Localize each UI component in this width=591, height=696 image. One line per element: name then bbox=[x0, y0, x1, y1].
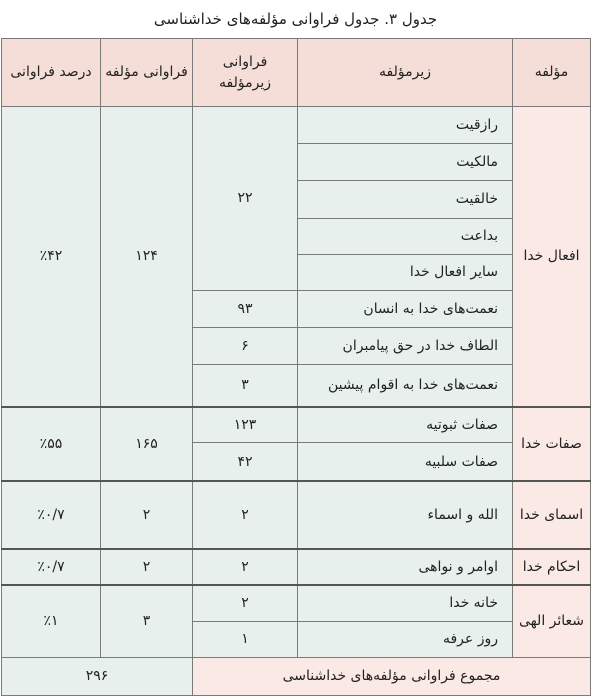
percent-cell: ٪۱ bbox=[2, 585, 101, 657]
percent-cell: ٪۰/۷ bbox=[2, 549, 101, 585]
table-row bbox=[2, 407, 591, 443]
sub-frequency-cell: ۲ bbox=[193, 549, 298, 585]
header-component-frequency: فراوانی مؤلفه bbox=[101, 39, 193, 107]
subcomponent-cell: روز عرفه bbox=[298, 621, 513, 657]
header-sub-frequency: فراوانی زیرمؤلفه bbox=[193, 39, 298, 107]
sub-frequency-cell: ۲ bbox=[193, 585, 298, 621]
subcomponent-cell: خالقیت bbox=[298, 181, 513, 218]
component-frequency-cell: ۲ bbox=[101, 481, 193, 549]
table-caption: جدول ۳. جدول فراوانی مؤلفه‌های خداشناسی bbox=[153, 10, 438, 28]
subcomponent-cell: نعمت‌های خدا به انسان bbox=[298, 290, 513, 327]
table-row bbox=[2, 585, 591, 621]
percent-cell: ٪۰/۷ bbox=[2, 481, 101, 549]
header-row bbox=[2, 39, 591, 107]
component-frequency-cell: ۱۶۵ bbox=[101, 407, 193, 481]
sub-frequency-cell: ۱ bbox=[193, 621, 298, 657]
subcomponent-cell: الطاف خدا در حق پیامبران bbox=[298, 327, 513, 364]
table-row bbox=[2, 481, 591, 549]
component-cell: اسمای خدا bbox=[513, 481, 591, 549]
component-cell: احکام خدا bbox=[513, 549, 591, 585]
total-row bbox=[2, 657, 591, 695]
component-frequency-cell: ۲ bbox=[101, 549, 193, 585]
sub-frequency-cell: ۶ bbox=[193, 327, 298, 364]
sub-frequency-cell: ۳ bbox=[193, 364, 298, 406]
sub-frequency-cell: ۲۲ bbox=[193, 107, 298, 291]
component-cell: شعائر الهی bbox=[513, 585, 591, 657]
subcomponent-cell: نعمت‌های خدا به اقوام پیشین bbox=[298, 364, 513, 406]
sub-frequency-cell: ۱۲۳ bbox=[193, 407, 298, 443]
subcomponent-cell: الله و اسماء bbox=[298, 481, 513, 549]
subcomponent-cell: مالکیت bbox=[298, 144, 513, 181]
total-value: ۲۹۶ bbox=[2, 657, 193, 695]
component-cell: افعال خدا bbox=[513, 107, 591, 407]
subcomponent-cell: خانه خدا bbox=[298, 585, 513, 621]
subcomponent-cell: بداعت bbox=[298, 218, 513, 254]
subcomponent-cell: صفات سلبیه bbox=[298, 443, 513, 481]
table-row bbox=[2, 549, 591, 585]
header-component: مؤلفه bbox=[513, 39, 591, 107]
subcomponent-cell: رازقیت bbox=[298, 107, 513, 144]
subcomponent-cell: سایر افعال خدا bbox=[298, 254, 513, 290]
components-frequency-table bbox=[1, 38, 591, 696]
component-frequency-cell: ۳ bbox=[101, 585, 193, 657]
sub-frequency-cell: ۲ bbox=[193, 481, 298, 549]
component-cell: صفات خدا bbox=[513, 407, 591, 481]
header-percent: درصد فراوانی bbox=[2, 39, 101, 107]
component-frequency-cell: ۱۲۴ bbox=[101, 107, 193, 407]
sub-frequency-cell: ۴۲ bbox=[193, 443, 298, 481]
subcomponent-cell: اوامر و نواهی bbox=[298, 549, 513, 585]
header-subcomponent: زیرمؤلفه bbox=[298, 39, 513, 107]
sub-frequency-cell: ۹۳ bbox=[193, 290, 298, 327]
table-row bbox=[2, 107, 591, 144]
total-label: مجموع فراوانی مؤلفه‌های خداشناسی bbox=[193, 657, 591, 695]
subcomponent-cell: صفات ثبوتیه bbox=[298, 407, 513, 443]
percent-cell: ٪۵۵ bbox=[2, 407, 101, 481]
percent-cell: ٪۴۲ bbox=[2, 107, 101, 407]
